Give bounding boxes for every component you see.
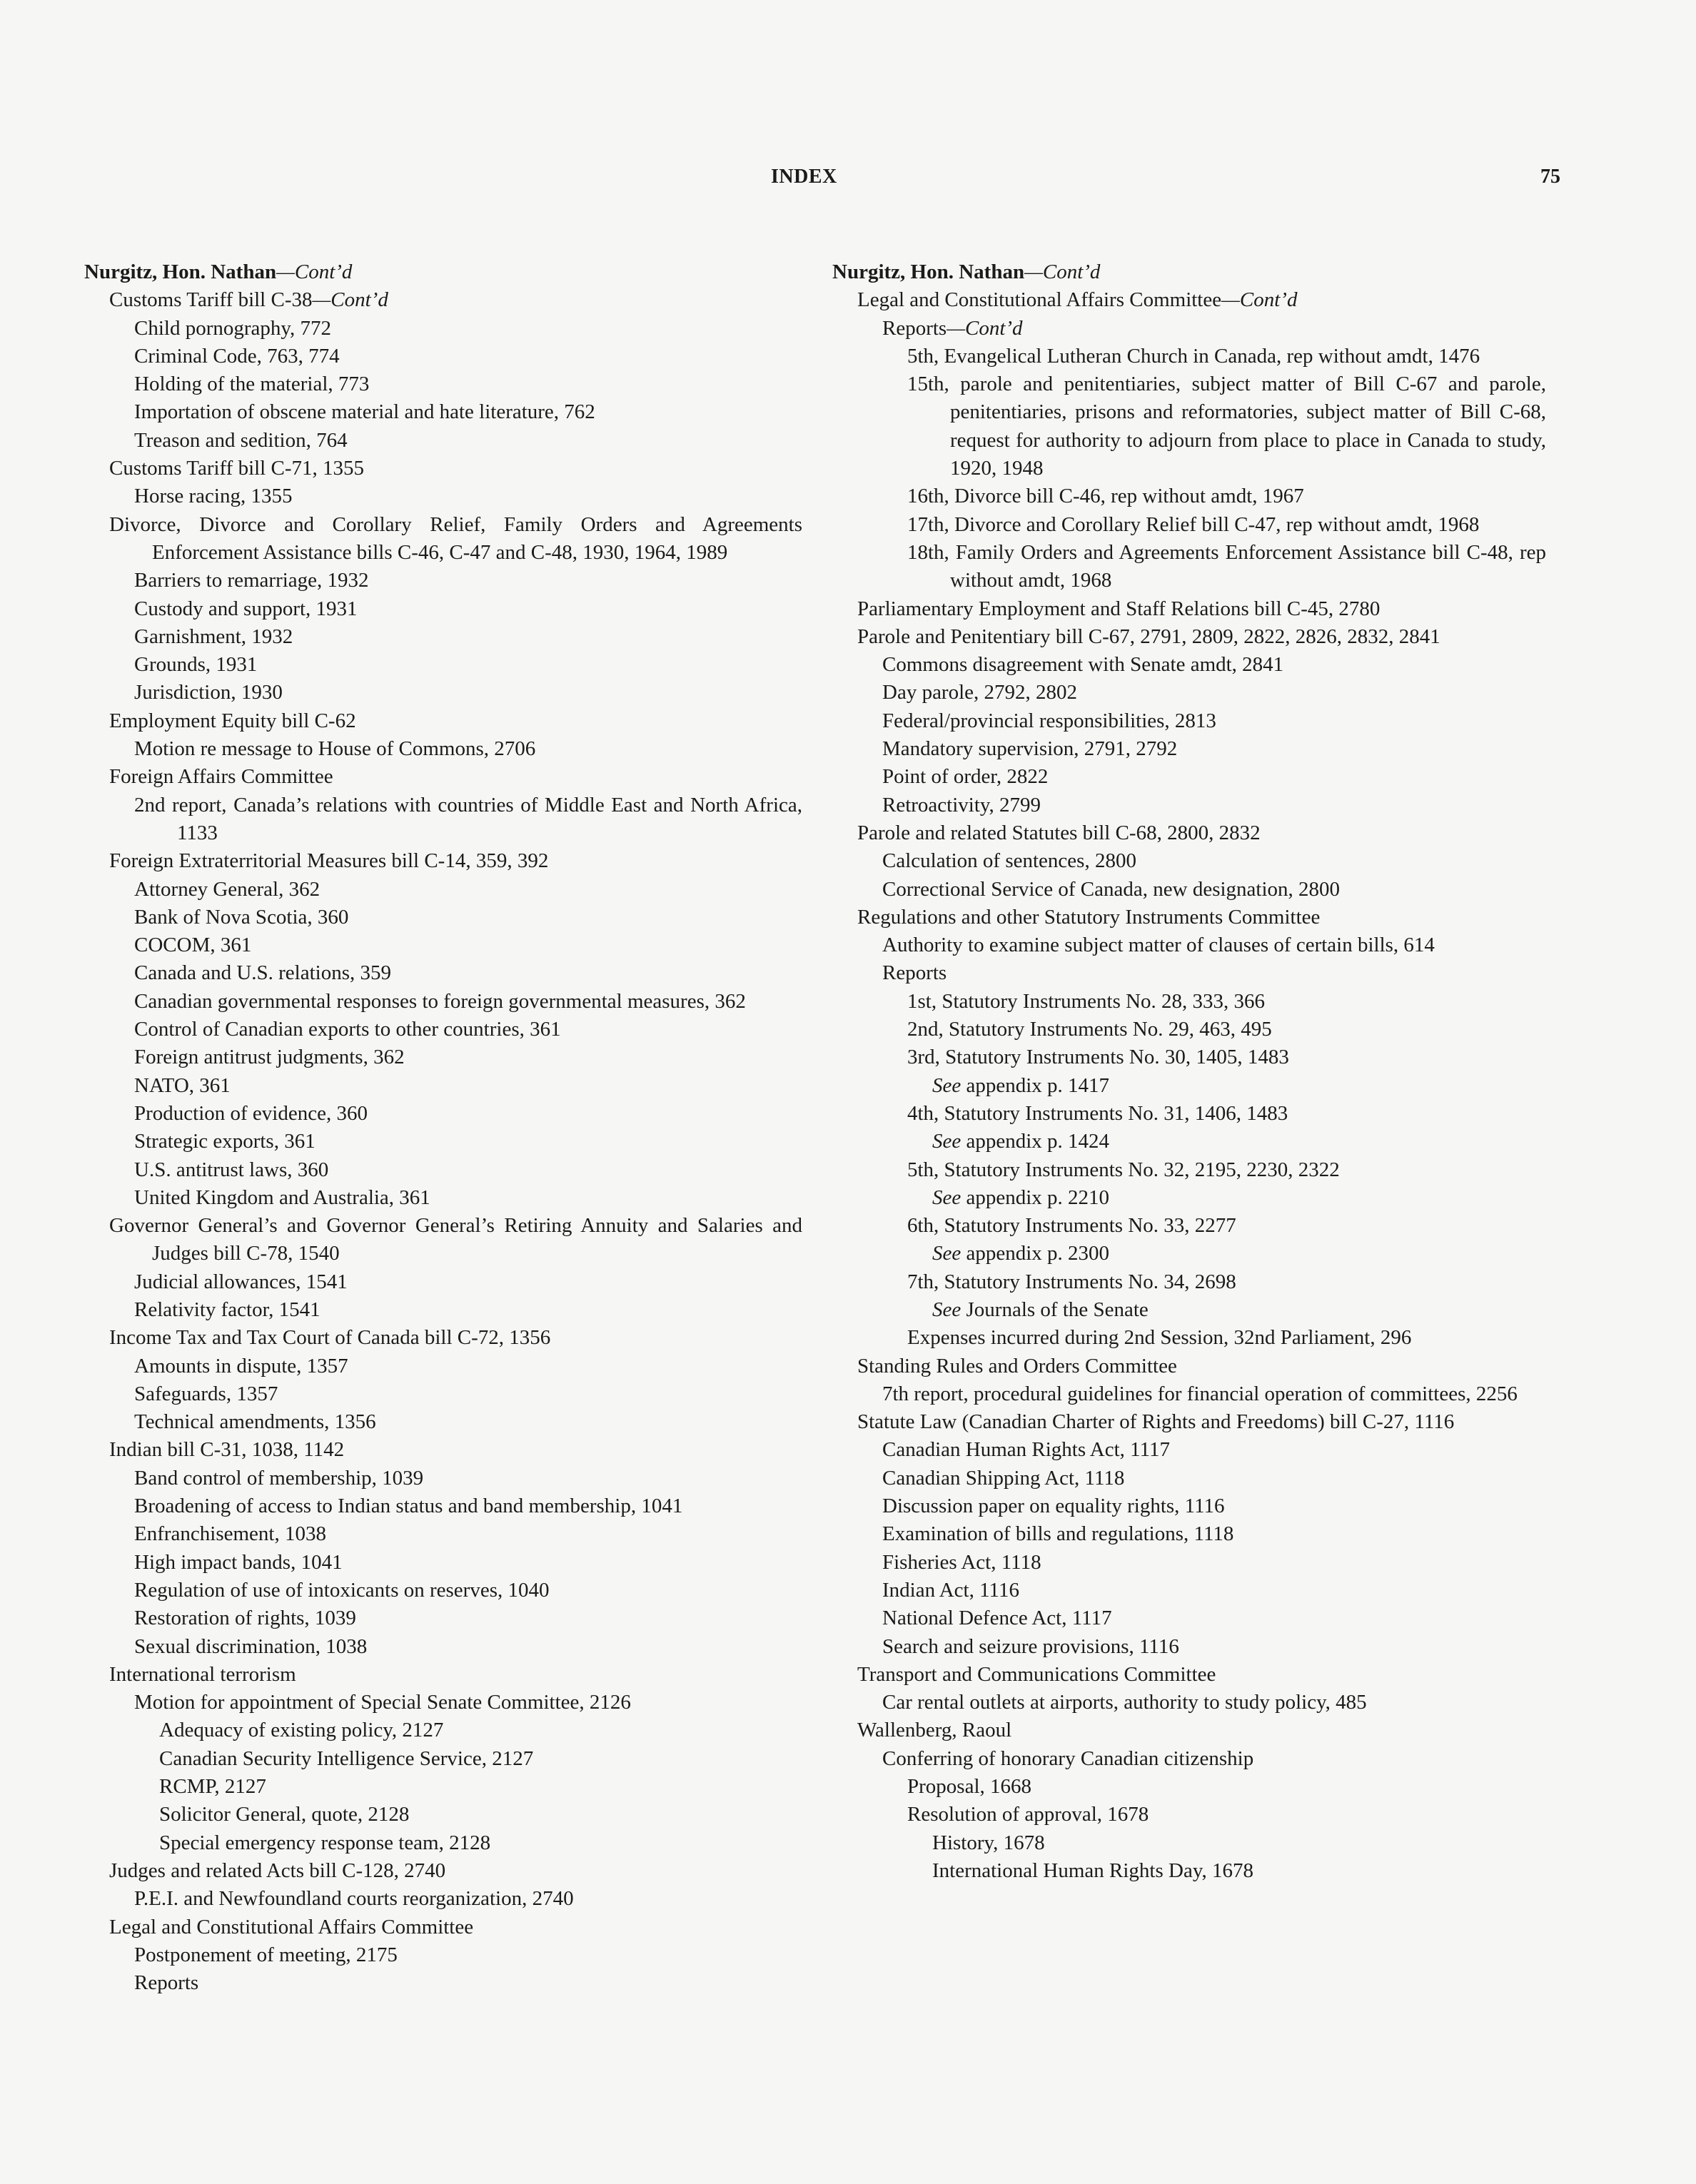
continued-marker: —Cont’d <box>1024 261 1101 283</box>
entry-text: Legal and Constitutional Affairs Committee <box>857 288 1222 312</box>
entry-text: Canada and U.S. relations, 359 <box>134 961 392 985</box>
index-entry <box>832 1324 1546 1352</box>
entry-text: Standing Rules and Orders Committee <box>857 1354 1177 1377</box>
entry-text: Horse racing, 1355 <box>134 485 293 508</box>
entry-text: Parole and Penitentiary bill C-67, 2791, 2809, 2822, 2826, 2832, 2841 <box>857 625 1440 648</box>
entry-text: Reports <box>134 1971 199 1995</box>
index-entry <box>84 1941 802 1969</box>
entry-text: Canadian Security Intelligence Service, 2127 <box>159 1746 534 1770</box>
entry-text: Conferring of honorary Canadian citizenship <box>882 1746 1254 1770</box>
index-entry <box>84 1885 802 1913</box>
index-entry <box>832 370 1546 482</box>
index-entry <box>832 931 1546 959</box>
index-entry <box>832 847 1546 875</box>
index-heading-name: Nurgitz, Hon. Nathan <box>832 261 1025 283</box>
index-entry <box>832 819 1546 847</box>
entry-text: appendix p. 1424 <box>961 1130 1110 1153</box>
index-entry <box>832 707 1546 735</box>
index-entry <box>832 1240 1546 1268</box>
index-entry <box>832 763 1546 791</box>
entry-text: Search and seizure provisions, 1116 <box>882 1634 1179 1658</box>
entry-text: Reports <box>882 316 947 340</box>
entry-text: Criminal Code, 763, 774 <box>134 344 340 368</box>
see-reference: See <box>932 1242 961 1265</box>
entry-text: Foreign antitrust judgments, 362 <box>134 1046 405 1069</box>
entry-text: International Human Rights Day, 1678 <box>932 1859 1253 1882</box>
index-entry <box>832 1773 1546 1801</box>
entry-text: Importation of obscene material and hate literature, 762 <box>134 400 595 424</box>
running-head <box>0 166 1696 194</box>
entry-text: Production of evidence, 360 <box>134 1101 368 1125</box>
index-entry <box>84 1128 802 1156</box>
entry-text: U.S. antitrust laws, 360 <box>134 1158 329 1181</box>
entry-text: Income Tax and Tax Court of Canada bill C-72, 1356 <box>109 1326 551 1350</box>
entry-text: 7th, Statutory Instruments No. 34, 2698 <box>907 1270 1236 1293</box>
index-entry <box>84 1829 802 1857</box>
entry-text: History, 1678 <box>932 1831 1045 1854</box>
continued-marker: —Cont’d <box>312 288 388 312</box>
index-entry <box>832 1549 1546 1577</box>
index-entry <box>84 1633 802 1661</box>
entry-text: 17th, Divorce and Corollary Relief bill C-47, rep without amdt, 1968 <box>907 512 1480 536</box>
index-entry <box>832 1268 1546 1296</box>
entry-text: 18th, Family Orders and Agreements Enforcement Assistance bill C-48, rep without amdt, 1968 <box>907 540 1546 592</box>
index-entry <box>832 1633 1546 1661</box>
index-heading <box>84 258 802 286</box>
index-entry <box>832 1212 1546 1240</box>
index-entry <box>84 792 802 848</box>
see-reference: See <box>932 1298 961 1321</box>
entry-text: Parole and related Statutes bill C-68, 2800, 2832 <box>857 821 1261 844</box>
index-entry <box>832 1661 1546 1689</box>
entry-text: Governor General’s and Governor General’s Retiring Annuity and Salaries and Judges bill C-78, 1540 <box>109 1214 802 1265</box>
index-entry <box>84 1043 802 1071</box>
entry-text: Treason and sedition, 764 <box>134 428 348 452</box>
entry-text: Employment Equity bill C-62 <box>109 709 356 732</box>
entry-text: Proposal, 1668 <box>907 1775 1031 1799</box>
entry-text: P.E.I. and Newfoundland courts reorganization, 2740 <box>134 1887 574 1911</box>
index-entry <box>832 315 1546 343</box>
index-entry <box>832 286 1546 314</box>
entry-text: NATO, 361 <box>134 1073 231 1097</box>
index-entry <box>84 370 802 398</box>
index-entry <box>84 398 802 426</box>
entry-text: Calculation of sentences, 2800 <box>882 849 1136 873</box>
index-entry <box>84 1353 802 1380</box>
index-entry <box>832 1465 1546 1492</box>
entry-text: National Defence Act, 1117 <box>882 1607 1112 1630</box>
entry-text: Federal/provincial responsibilities, 2813 <box>882 709 1216 732</box>
index-entry <box>832 1128 1546 1156</box>
entry-text: 3rd, Statutory Instruments No. 30, 1405, 1483 <box>907 1046 1289 1069</box>
entry-text: Regulation of use of intoxicants on reserves, 1040 <box>134 1578 550 1602</box>
entry-text: appendix p. 2210 <box>961 1185 1110 1209</box>
index-entry <box>84 707 802 735</box>
entry-text: Technical amendments, 1356 <box>134 1410 376 1434</box>
entry-text: Customs Tariff bill C-38 <box>109 288 313 312</box>
entry-text: Enfranchisement, 1038 <box>134 1522 326 1546</box>
entry-text: Grounds, 1931 <box>134 653 258 677</box>
entry-text: Reports <box>882 961 947 985</box>
entry-text: Indian Act, 1116 <box>882 1578 1019 1602</box>
index-entry <box>832 1829 1546 1857</box>
entry-text: Solicitor General, quote, 2128 <box>159 1803 410 1826</box>
index-entry <box>84 904 802 931</box>
entry-text: 4th, Statutory Instruments No. 31, 1406, 1483 <box>907 1101 1288 1125</box>
index-entry <box>84 1773 802 1801</box>
index-column-right <box>832 258 1546 1885</box>
entry-text: 7th report, procedural guidelines for financial operation of committees, 2256 <box>882 1382 1518 1405</box>
index-entry <box>84 511 802 567</box>
entry-text: Examination of bills and regulations, 1118 <box>882 1522 1234 1546</box>
entry-text: 2nd, Statutory Instruments No. 29, 463, 495 <box>907 1018 1272 1041</box>
index-entry <box>832 988 1546 1016</box>
entry-text: RCMP, 2127 <box>159 1775 266 1799</box>
entry-text: Judicial allowances, 1541 <box>134 1270 348 1293</box>
continued-marker: —Cont’d <box>947 316 1023 340</box>
entry-text: United Kingdom and Australia, 361 <box>134 1185 430 1209</box>
index-entry <box>832 1436 1546 1464</box>
index-entry <box>84 847 802 875</box>
entry-text: Commons disagreement with Senate amdt, 2841 <box>882 653 1284 677</box>
index-entry <box>832 1072 1546 1100</box>
entry-text: Canadian governmental responses to foreign governmental measures, 362 <box>134 989 746 1013</box>
entry-text: Child pornography, 772 <box>134 316 332 340</box>
entry-text: Garnishment, 1932 <box>134 625 293 648</box>
entry-text: Restoration of rights, 1039 <box>134 1607 356 1630</box>
entry-text: Transport and Communications Committee <box>857 1662 1216 1686</box>
index-entry <box>832 735 1546 763</box>
index-entry <box>832 539 1546 595</box>
index-entry <box>832 595 1546 623</box>
index-entry <box>84 1100 802 1128</box>
entry-text: Canadian Human Rights Act, 1117 <box>882 1438 1170 1462</box>
entry-text: Regulations and other Statutory Instruments Committee <box>857 905 1321 929</box>
index-entry <box>84 1016 802 1043</box>
index-entry <box>832 1717 1546 1744</box>
entry-text: Authority to examine subject matter of clauses of certain bills, 614 <box>882 934 1435 957</box>
continued-marker: —Cont’d <box>276 261 353 283</box>
entry-text: Journals of the Senate <box>961 1298 1149 1321</box>
index-entry <box>832 1801 1546 1829</box>
entry-text: 5th, Statutory Instruments No. 32, 2195, 2230, 2322 <box>907 1158 1340 1181</box>
index-heading-name: Nurgitz, Hon. Nathan <box>84 261 277 283</box>
index-entry <box>832 1184 1546 1212</box>
entry-text: Bank of Nova Scotia, 360 <box>134 905 349 929</box>
entry-text: 2nd report, Canada’s relations with countries of Middle East and North Africa, 1133 <box>134 793 802 844</box>
entry-text: Barriers to remarriage, 1932 <box>134 569 369 592</box>
index-entry <box>84 1380 802 1408</box>
index-entry <box>84 651 802 679</box>
index-entry <box>832 1408 1546 1436</box>
index-entry <box>832 1156 1546 1184</box>
index-entry <box>832 1604 1546 1632</box>
entry-text: Broadening of access to Indian status and band membership, 1041 <box>134 1495 683 1518</box>
entry-text: Discussion paper on equality rights, 1116 <box>882 1495 1225 1518</box>
index-entry <box>84 679 802 707</box>
index-entry <box>84 1801 802 1829</box>
index-entry <box>84 931 802 959</box>
entry-text: Postponement of meeting, 2175 <box>134 1943 398 1966</box>
index-entry <box>832 1492 1546 1520</box>
entry-text: Adequacy of existing policy, 2127 <box>159 1719 444 1742</box>
entry-text: Canadian Shipping Act, 1118 <box>882 1466 1125 1490</box>
index-entry <box>832 1689 1546 1717</box>
index-entry <box>832 1520 1546 1548</box>
entry-text: Day parole, 2792, 2802 <box>882 681 1078 704</box>
index-entry <box>84 763 802 791</box>
entry-text: appendix p. 2300 <box>961 1242 1110 1265</box>
index-entry <box>84 1577 802 1604</box>
entry-text: Retroactivity, 2799 <box>882 793 1041 817</box>
entry-text: Safeguards, 1357 <box>134 1382 278 1405</box>
index-entry <box>84 343 802 370</box>
index-entry <box>84 567 802 595</box>
entry-text: Jurisdiction, 1930 <box>134 681 283 704</box>
index-entry <box>832 1380 1546 1408</box>
index-entry <box>84 735 802 763</box>
index-entry <box>832 1353 1546 1380</box>
index-entry <box>84 1745 802 1773</box>
entry-text: Special emergency response team, 2128 <box>159 1831 491 1854</box>
index-heading <box>832 258 1546 286</box>
index-entry <box>832 482 1546 510</box>
index-entry <box>84 1689 802 1717</box>
index-entry <box>84 315 802 343</box>
entry-text: Foreign Affairs Committee <box>109 765 333 789</box>
index-entry <box>832 651 1546 679</box>
index-entry <box>84 1717 802 1744</box>
entry-text: Custody and support, 1931 <box>134 597 358 620</box>
index-entry <box>84 1408 802 1436</box>
entry-text: Divorce, Divorce and Corollary Relief, Family Orders and Agreements Enforcement Assistance bills C-46, C-47 and C-48, 1930, 1964, 1989 <box>109 512 802 564</box>
entry-text: Fisheries Act, 1118 <box>882 1550 1041 1574</box>
index-entry <box>832 1577 1546 1604</box>
entry-text: 5th, Evangelical Lutheran Church in Canada, rep without amdt, 1476 <box>907 344 1480 368</box>
index-entry <box>84 1857 802 1885</box>
index-entry <box>84 1324 802 1352</box>
index-entry <box>832 904 1546 931</box>
index-entry <box>84 1492 802 1520</box>
index-entry <box>84 1072 802 1100</box>
entry-text: Wallenberg, Raoul <box>857 1719 1012 1742</box>
index-entry <box>84 455 802 482</box>
entry-text: Band control of membership, 1039 <box>134 1466 424 1490</box>
index-entry <box>84 1969 802 1997</box>
entry-text: Customs Tariff bill C-71, 1355 <box>109 457 364 480</box>
entry-text: Control of Canadian exports to other countries, 361 <box>134 1018 561 1041</box>
entry-text: Motion re message to House of Commons, 2706 <box>134 737 536 761</box>
index-entry <box>84 482 802 510</box>
entry-text: Parliamentary Employment and Staff Relations bill C-45, 2780 <box>857 597 1380 620</box>
index-entry <box>84 427 802 455</box>
index-entry <box>832 1100 1546 1128</box>
entry-text: Relativity factor, 1541 <box>134 1298 320 1321</box>
entry-text: Legal and Constitutional Affairs Committee <box>109 1915 474 1938</box>
entry-text: Resolution of approval, 1678 <box>907 1803 1149 1826</box>
entry-text: Expenses incurred during 2nd Session, 32nd Parliament, 296 <box>907 1326 1412 1350</box>
index-entry <box>832 1016 1546 1043</box>
entry-text: Statute Law (Canadian Charter of Rights and Freedoms) bill C-27, 1116 <box>857 1410 1455 1434</box>
index-entry <box>832 1857 1546 1885</box>
entry-text: Holding of the material, 773 <box>134 373 370 396</box>
see-reference: See <box>932 1185 961 1209</box>
index-entry <box>832 1296 1546 1324</box>
entry-text: Attorney General, 362 <box>134 877 320 901</box>
index-entry <box>832 623 1546 651</box>
index-entry <box>84 286 802 314</box>
index-entry <box>84 1661 802 1689</box>
index-entry <box>84 623 802 651</box>
entry-text: Judges and related Acts bill C-128, 2740 <box>109 1859 446 1882</box>
index-entry <box>84 876 802 904</box>
index-entry <box>84 959 802 987</box>
index-entry <box>84 1520 802 1548</box>
page-title: INDEX <box>771 166 837 188</box>
index-entry <box>84 1913 802 1941</box>
entry-text: Indian bill C-31, 1038, 1142 <box>109 1438 345 1462</box>
see-reference: See <box>932 1130 961 1153</box>
index-entry <box>84 1465 802 1492</box>
index-entry <box>84 1436 802 1464</box>
entry-text: 6th, Statutory Instruments No. 33, 2277 <box>907 1214 1236 1238</box>
entry-text: Point of order, 2822 <box>882 765 1049 789</box>
index-entry <box>832 1043 1546 1071</box>
index-column-left <box>84 258 802 1997</box>
entry-text: 1st, Statutory Instruments No. 28, 333, 366 <box>907 989 1266 1013</box>
index-entry <box>84 1184 802 1212</box>
entry-text: Car rental outlets at airports, authority to study policy, 485 <box>882 1691 1367 1714</box>
index-entry <box>84 1268 802 1296</box>
index-entry <box>84 1156 802 1184</box>
index-entry <box>84 1212 802 1268</box>
entry-text: COCOM, 361 <box>134 934 252 957</box>
index-entry <box>84 1604 802 1632</box>
entry-text: Foreign Extraterritorial Measures bill C-14, 359, 392 <box>109 849 549 873</box>
entry-text: Mandatory supervision, 2791, 2792 <box>882 737 1178 761</box>
index-entry <box>832 343 1546 370</box>
index-entry <box>832 511 1546 539</box>
see-reference: See <box>932 1073 961 1097</box>
entry-text: Amounts in dispute, 1357 <box>134 1354 348 1377</box>
entry-text: appendix p. 1417 <box>961 1073 1110 1097</box>
page-number: 75 <box>1540 166 1560 188</box>
entry-text: Motion for appointment of Special Senate Committee, 2126 <box>134 1691 631 1714</box>
index-entry <box>832 1745 1546 1773</box>
entry-text: Sexual discrimination, 1038 <box>134 1634 368 1658</box>
continued-marker: —Cont’d <box>1221 288 1298 312</box>
entry-text: Strategic exports, 361 <box>134 1130 316 1153</box>
entry-text: 15th, parole and penitentiaries, subject matter of Bill C-67 and parole, penitentiaries, prisons and reformatories, subject matter of Bill C-68, request for authority to adjourn from place to place in Canada to study, 1920, 1948 <box>907 373 1546 480</box>
index-entry <box>832 792 1546 819</box>
index-entry <box>84 1549 802 1577</box>
entry-text: High impact bands, 1041 <box>134 1550 343 1574</box>
entry-text: International terrorism <box>109 1662 296 1686</box>
index-entry <box>832 876 1546 904</box>
index-entry <box>832 959 1546 987</box>
index-entry <box>84 595 802 623</box>
index-entry <box>84 988 802 1016</box>
index-entry <box>84 1296 802 1324</box>
entry-text: 16th, Divorce bill C-46, rep without amdt, 1967 <box>907 485 1304 508</box>
index-entry <box>832 679 1546 707</box>
entry-text: Correctional Service of Canada, new designation, 2800 <box>882 877 1341 901</box>
